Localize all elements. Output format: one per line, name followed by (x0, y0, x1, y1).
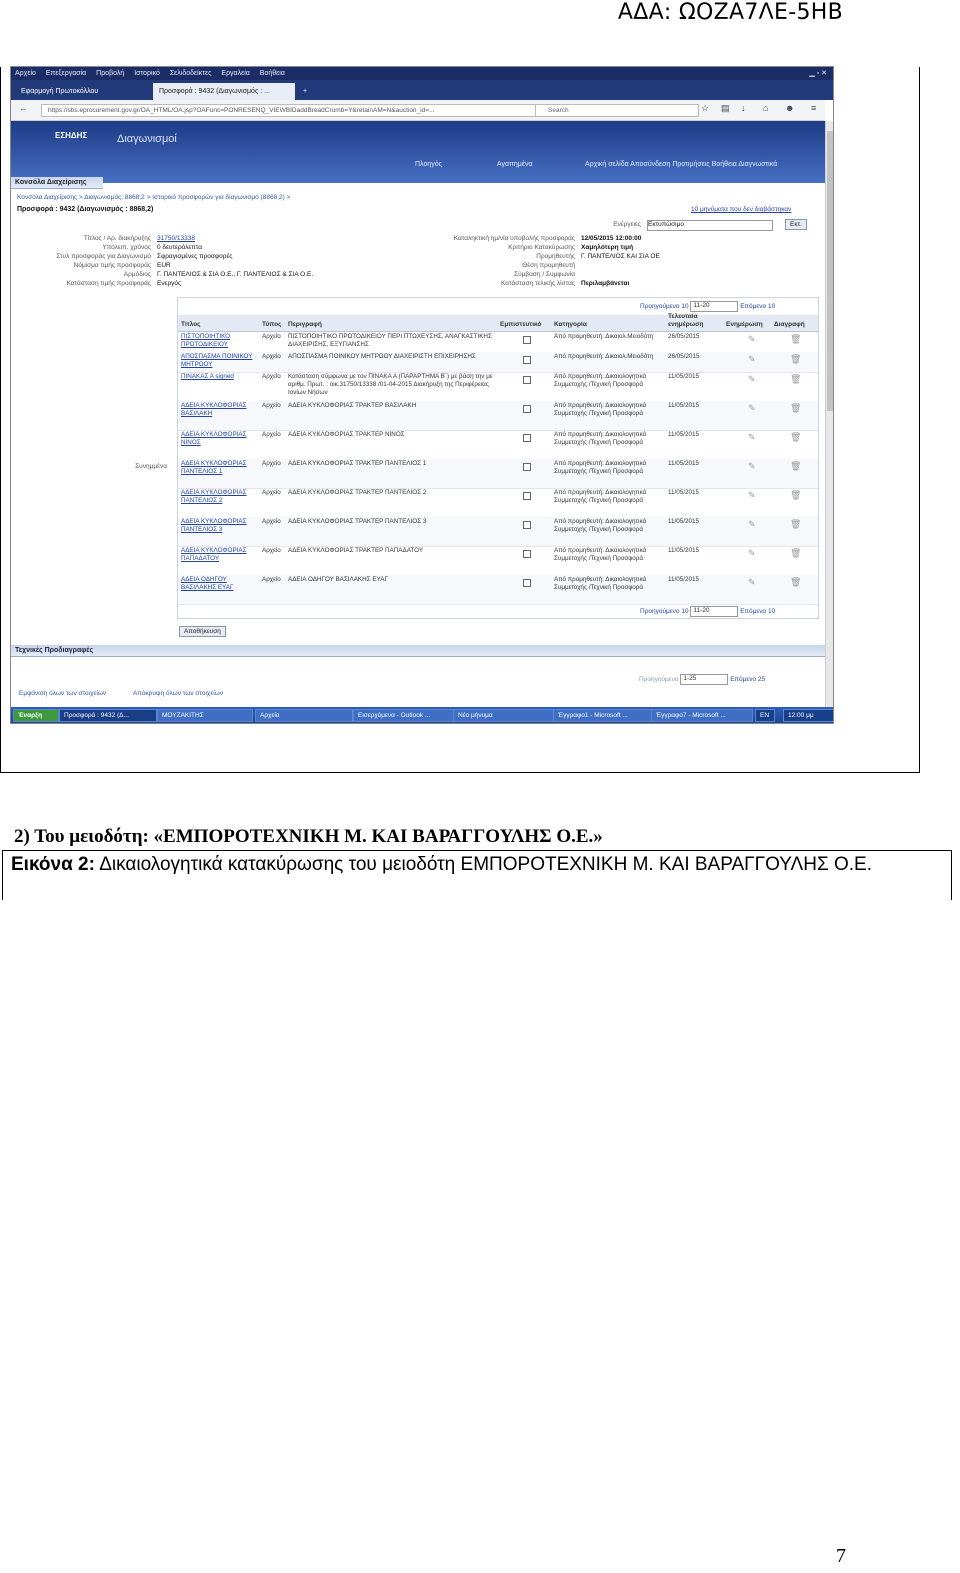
table-row (178, 488, 818, 518)
row-description: Κατάσταση σύμφωνα με τον ΠΙΝΑΚΑ Α (ΠΑΡΑΡΤΗΜΑ Β΄) με βάση την με αριθμ. Πρωτ. : οικ.31750/13338 /01-04-2015 Διακήρυξη της Περιφέρειας Ιονίων Νήσων (288, 373, 493, 396)
row-type: Αρχείο (262, 576, 281, 583)
table-row (178, 575, 818, 605)
right-value: Χαμηλότερη τιμή (581, 244, 634, 251)
row-category: Από προμηθευτή: Δικαιολ.Μειοδότη (554, 353, 654, 360)
table-row (178, 401, 818, 431)
row-category: Από προμηθευτή: Δικαιολογητικά Συμμετοχής /Τεχνική Προσφορά (554, 373, 647, 388)
edit-icon[interactable]: ✎ (748, 548, 756, 558)
row-date: 11/05/2015 (668, 373, 700, 380)
taskbar-item[interactable]: Εισερχόμενα - Outlook ... (353, 709, 455, 722)
app-title: Διαγωνισμοί (117, 133, 177, 145)
row-description: ΑΔΕΙΑ ΚΥΚΛΟΦΟΡΙΑΣ ΤΡΑΚΤΕΡ ΠΑΝΤΕΛΙΟΣ 1 (288, 460, 427, 467)
start-button[interactable]: Έναρξη (13, 709, 59, 722)
left-label: Τίτλος / Αρ. διακήρυξης (83, 235, 151, 242)
save-button[interactable]: Αποθήκευση (179, 626, 226, 637)
row-title-link[interactable]: ΑΔΕΙΑ ΚΥΚΛΟΦΟΡΙΑΣ ΒΑΣΙΛΑΚΗ (181, 402, 247, 417)
row-date: 11/05/2015 (668, 402, 700, 409)
document-ada-code: ΑΔΑ: ΩΟΖΑ7ΛΕ-5ΗΒ (617, 0, 843, 25)
prev-page-link[interactable]: Προηγούμενο 10 (640, 608, 689, 616)
edit-icon[interactable]: ✎ (748, 354, 756, 364)
windows-taskbar (11, 707, 833, 723)
clipboard-icon[interactable]: ▤ (721, 103, 730, 113)
left-value: EUR (157, 262, 171, 269)
notice-link[interactable]: 10 μηνύματα που δεν διαβάστηκαν (691, 206, 792, 213)
menu-history[interactable]: Ιστορικό (134, 70, 160, 77)
menu-bookmarks[interactable]: Σελιδοδείκτες (169, 70, 212, 77)
breadcrumb[interactable]: Κονσόλα Διαχείρισης > Διαγωνισμός: 8868,2 > Ιστορικό προσφορών για διαγωνισμό (8868,2) > (17, 194, 291, 201)
search-input[interactable]: Search (535, 104, 699, 117)
col-title[interactable]: Τίτλος (181, 321, 201, 328)
menu-tools[interactable]: Εργαλεία (221, 70, 250, 77)
left-value: 0 δευτερόλεπτα (157, 244, 203, 251)
taskbar-item[interactable]: ΜΟΥΖΑΚΙΤΗΣ (157, 709, 253, 722)
menu-file[interactable]: Αρχείο (15, 70, 36, 77)
left-label: Υπολειπ. χρόνος (102, 244, 151, 251)
figure-caption (2, 850, 952, 900)
row-title-link[interactable]: ΑΔΕΙΑ ΚΥΚΛΟΦΟΡΙΑΣ ΠΑΠΑΔΑΤΟΥ (181, 547, 247, 562)
right-label: Θέση προμηθευτή (522, 262, 575, 269)
attachments-label: Συνημμένα (135, 463, 167, 470)
row-type: Αρχείο (262, 373, 281, 380)
table-row (178, 546, 818, 576)
confidential-checkbox[interactable] (523, 356, 531, 364)
right-label: Προμηθευτής (536, 253, 575, 260)
table-header (178, 315, 818, 332)
row-date: 11/05/2015 (668, 489, 700, 496)
table-row (178, 459, 818, 489)
row-category: Από προμηθευτή: Δικαιολογητικά Συμμετοχής /Τεχνική Προσφορά (554, 489, 647, 504)
top-links[interactable]: Αρχική σελίδα Αποσύνδεση Προτιμήσεις Βοήθεια Διαγνωστικά (585, 161, 778, 168)
row-type: Αρχείο (262, 353, 281, 360)
row-category: Από προμηθευτή: Δικαιολογητικά Συμμετοχής /Τεχνική Προσφορά (554, 402, 647, 417)
row-title-link[interactable]: ΑΔΕΙΑ ΚΥΚΛΟΦΟΡΙΑΣ ΠΑΝΤΕΛΙΟΣ 1 (181, 460, 247, 475)
row-title-link[interactable]: ΠΙΣΤΟΠΟΙΗΤΙΚΟ ΠΡΩΤΟΔΙΚΕΙΟΥ (181, 333, 231, 348)
edit-icon[interactable]: ✎ (748, 432, 756, 442)
row-description: ΑΔΕΙΑ ΚΥΚΛΟΦΟΡΙΑΣ ΤΡΑΚΤΕΡ ΝΙΝΟΣ (288, 431, 405, 438)
confidential-checkbox[interactable] (523, 492, 531, 500)
collapse-all-link[interactable]: Απόκρυψη όλων των στοιχείων (133, 690, 223, 697)
row-title-link[interactable]: ΑΔΕΙΑ ΚΥΚΛΟΦΟΡΙΑΣ ΠΑΝΤΕΛΙΟΣ 3 (181, 518, 247, 533)
window-controls-icon[interactable]: ▁ ▫ ✕ (809, 70, 827, 77)
left-value: Γ. ΠΑΝΤΕΛΙΟΣ & ΣΙΑ Ο.Ε., Γ. ΠΑΝΤΕΛΙΟΣ & ΣΙΑ Ο.Ε. (157, 271, 314, 278)
col-delete: Διαγραφή (774, 321, 805, 328)
star-icon[interactable]: ☆ (701, 103, 710, 113)
row-date: 11/05/2015 (668, 547, 700, 554)
left-label: Αρμόδιος (123, 271, 151, 278)
confidential-checkbox[interactable] (523, 434, 531, 442)
specs-section: Τεχνικές Προδιαγραφές (11, 645, 825, 657)
scrollbar[interactable] (825, 121, 834, 707)
row-type: Αρχείο (262, 518, 281, 525)
next-page-link[interactable]: Επόμενο 25 (730, 676, 766, 684)
page-range-select[interactable]: 1-25 (680, 674, 728, 685)
chat-icon[interactable]: ☻ (785, 103, 795, 113)
taskbar-item[interactable]: Αρχεία (255, 709, 353, 722)
console-section: Κονσόλα Διαχείρισης (11, 177, 103, 189)
brand-logo: ΕΣΗΔΗΣ (55, 131, 88, 140)
trash-icon[interactable]: 🗑 (790, 519, 802, 529)
row-category: Από προμηθευτή: Δικαιολογητικά Συμμετοχής /Τεχνική Προσφορά (554, 431, 647, 446)
url-bar (11, 100, 825, 121)
confidential-checkbox[interactable] (523, 521, 531, 529)
row-date: 26/05/2015 (668, 353, 700, 360)
edit-icon[interactable]: ✎ (748, 461, 756, 471)
row-type: Αρχείο (262, 547, 281, 554)
menu-view[interactable]: Προβολή (96, 70, 125, 77)
right-value: Γ. ΠΑΝΤΕΛΙΟΣ ΚΑΙ ΣΙΑ ΟΕ (581, 253, 660, 260)
row-description: ΑΔΕΙΑ ΚΥΚΛΟΦΟΡΙΑΣ ΤΡΑΚΤΕΡ ΠΑΠΑΔΑΤΟΥ (288, 547, 424, 554)
confidential-checkbox[interactable] (523, 463, 531, 471)
back-icon[interactable]: ← (19, 103, 28, 113)
download-icon[interactable]: ↓ (741, 103, 746, 113)
edit-icon[interactable]: ✎ (748, 374, 756, 384)
edit-icon[interactable]: ✎ (748, 519, 756, 529)
row-date: 11/05/2015 (668, 576, 700, 583)
system-clock: 12:00 μμ (783, 709, 834, 722)
browser-menubar (11, 67, 833, 80)
menu-help[interactable]: Βοήθεια (259, 70, 285, 77)
pager-specs (639, 674, 765, 685)
col-update: Ενημέρωση (726, 321, 763, 328)
edit-icon[interactable]: ✎ (748, 403, 756, 413)
row-description: ΑΔΕΙΑ ΚΥΚΛΟΦΟΡΙΑΣ ΤΡΑΚΤΕΡ ΠΑΝΤΕΛΙΟΣ 3 (288, 518, 427, 525)
trash-icon[interactable]: 🗑 (790, 374, 802, 384)
right-value: 12/05/2015 12:00:00 (581, 235, 642, 242)
row-title-link[interactable]: ΑΔΕΙΑ ΟΔΗΓΟΥ ΒΑΣΙΛΑΚΗΣ ΕΥΑΓ (181, 576, 234, 591)
col-category[interactable]: Κατηγορία (554, 321, 587, 328)
edit-icon[interactable]: ✎ (748, 577, 756, 587)
navigator-menu[interactable]: Πλοηγός (415, 161, 443, 168)
pager-top (640, 301, 775, 312)
table-row (178, 372, 818, 402)
browser-tabs (11, 80, 833, 100)
right-label: Κριτήριο Κατακύρωσης (508, 244, 575, 251)
col-desc[interactable]: Περιγραφή (288, 321, 322, 328)
confidential-checkbox[interactable] (523, 405, 531, 413)
row-date: 11/05/2015 (668, 460, 700, 467)
row-date: 26/05/2015 (668, 333, 700, 340)
tender-number-link[interactable]: 31750/13338 (157, 235, 195, 242)
row-description: ΑΠΟΣΠΑΣΜΑ ΠΟΙΝΙΚΟΥ ΜΗΤΡΩΟΥ ΔΙΑΧΕΙΡΙΣΤΗ ΕΠΙΧΕΙΡΗΣΗΣ (288, 353, 476, 360)
confidential-checkbox[interactable] (523, 376, 531, 384)
tab-protocol[interactable]: Εφαρμογή Πρωτοκόλλου (21, 88, 99, 95)
actions-select[interactable]: Εκτυπώσιμο (647, 220, 773, 231)
prev-page-link[interactable]: Προηγούμενο (639, 676, 679, 684)
row-type: Αρχείο (262, 489, 281, 496)
trash-icon[interactable]: 🗑 (790, 577, 802, 587)
taskbar-item[interactable]: Νέο μήνυμα (453, 709, 555, 722)
row-date: 11/05/2015 (668, 431, 700, 438)
edit-icon[interactable]: ✎ (748, 334, 756, 344)
row-title-link[interactable]: ΑΠΟΣΠΑΣΜΑ ΠΟΙΝΙΚΟΥ ΜΗΤΡΩΟΥ (181, 353, 253, 368)
row-category: Από προμηθευτή: Δικαιολ.Μειοδότη (554, 333, 654, 340)
prev-page-link[interactable]: Προηγούμενο 10 (640, 303, 689, 311)
trash-icon[interactable]: 🗑 (790, 334, 802, 344)
taskbar-item[interactable]: Έγγραφο1 - Microsoft ... (553, 709, 653, 722)
caption-text: Δικαιολογητικά κατακύρωσης του μειοδότη ΕΜΠΟΡΟΤΕΧΝΙΚΗ Μ. ΚΑΙ ΒΑΡΑΓΓΟΥΛΗΣ Ο.Ε. (99, 854, 872, 875)
actions-label: Ενέργειες (613, 221, 641, 228)
table-row (178, 352, 818, 373)
expand-all-link[interactable]: Εμφάνιση όλων των στοιχείων (19, 690, 107, 697)
next-page-link[interactable]: Επόμενο 10 (740, 608, 776, 616)
table-row (178, 332, 818, 353)
trash-icon[interactable]: 🗑 (790, 548, 802, 558)
offer-title: Προσφορά : 9432 (Διαγωνισμός : 8868,2) (17, 206, 154, 213)
col-last-update: Τελευταία ενημέρωση (668, 313, 704, 328)
trash-icon[interactable]: 🗑 (790, 461, 802, 471)
row-category: Από προμηθευτή: Δικαιολογητικά Συμμετοχής /Τεχνική Προσφορά (554, 576, 647, 591)
trash-icon[interactable]: 🗑 (790, 354, 802, 364)
page-range-select[interactable]: 11-20 (690, 606, 738, 617)
row-description: ΑΔΕΙΑ ΚΥΚΛΟΦΟΡΙΑΣ ΤΡΑΚΤΕΡ ΠΑΝΤΕΛΙΟΣ 2 (288, 489, 427, 496)
trash-icon[interactable]: 🗑 (790, 403, 802, 413)
row-category: Από προμηθευτή: Δικαιολογητικά Συμμετοχής /Τεχνική Προσφορά (554, 518, 647, 533)
embedded-screenshot (10, 66, 834, 724)
right-label: Καταληκτική ημ/νία υποβολής προσφοράς (453, 235, 575, 242)
confidential-checkbox[interactable] (523, 336, 531, 344)
row-title-link[interactable]: ΑΔΕΙΑ ΚΥΚΛΟΦΟΡΙΑΣ ΠΑΝΤΕΛΙΟΣ 2 (181, 489, 247, 504)
scrollbar-thumb[interactable] (827, 131, 833, 411)
table-row (178, 517, 818, 547)
tab-offer[interactable]: Προσφορά : 9432 (Διαγωνισμός : ... (153, 83, 295, 100)
row-type: Αρχείο (262, 333, 281, 340)
right-label: Σύμβαση / Συμφωνία (514, 271, 575, 278)
col-confidential: Εμπιστευτικό (500, 321, 542, 328)
confidential-checkbox[interactable] (523, 579, 531, 587)
page-number: 7 (836, 1545, 846, 1567)
left-value: Ενεργός (157, 280, 182, 287)
table-row (178, 430, 818, 460)
go-button[interactable]: Εκτ. (785, 219, 807, 230)
url-input[interactable]: https://sbs.eprocurement.gov.gr/OA_HTML/OA.jsp?OAFunc=PONRESENQ_VIEWBIDaddBreadCrumb=Y&retainAM=N&auction_id=... (41, 104, 539, 117)
row-type: Αρχείο (262, 402, 281, 409)
favorites-menu[interactable]: Αγαπημένα (497, 161, 533, 168)
home-icon[interactable]: ⌂ (763, 103, 769, 113)
trash-icon[interactable]: 🗑 (790, 490, 802, 500)
new-tab-icon[interactable]: + (303, 88, 308, 95)
left-label: Κατάσταση τιμής προσφοράς (66, 280, 151, 287)
row-title-link[interactable]: ΑΔΕΙΑ ΚΥΚΛΟΦΟΡΙΑΣ ΝΙΝΟΣ (181, 431, 247, 446)
taskbar-item[interactable]: Προσφορά : 9432 (Δ... (59, 709, 157, 722)
attachments-table (177, 297, 819, 619)
row-description: ΑΔΕΙΑ ΚΥΚΛΟΦΟΡΙΑΣ ΤΡΑΚΤΕΡ ΒΑΣΙΛΑΚΗ (288, 402, 417, 409)
left-label: Στυλ προσφοράς για Διαγωνισμό (56, 253, 151, 260)
confidential-checkbox[interactable] (523, 550, 531, 558)
right-value: Περιλαμβάνεται (581, 280, 630, 287)
row-category: Από προμηθευτή: Δικαιολογητικά Συμμετοχής /Τεχνική Προσφορά (554, 547, 647, 562)
next-page-link[interactable]: Επόμενο 10 (740, 303, 776, 311)
pager-bottom (640, 606, 775, 617)
row-description: ΑΔΕΙΑ ΟΔΗΓΟΥ ΒΑΣΙΛΑΚΗΣ ΕΥΑΓ (288, 576, 388, 583)
edit-icon[interactable]: ✎ (748, 490, 756, 500)
taskbar-item[interactable]: Έγγραφο7 - Microsoft ... (651, 709, 753, 722)
caption-label: Εικόνα 2: (11, 854, 95, 875)
page-range-select[interactable]: 11-20 (690, 301, 738, 312)
trash-icon[interactable]: 🗑 (790, 432, 802, 442)
section-subtitle: 2) Του μειοδότη: «ΕΜΠΟΡΟΤΕΧΝΙΚΗ Μ. ΚΑΙ ΒΑΡΑΓΓΟΥΛΗΣ Ο.Ε.» (14, 826, 603, 847)
left-label: Νόμισμα τιμής προσφοράς (73, 262, 151, 269)
app-banner (11, 121, 825, 183)
row-category: Από προμηθευτή: Δικαιολογητικά Συμμετοχής /Τεχνική Προσφορά (554, 460, 647, 475)
col-type[interactable]: Τύπος (262, 321, 282, 328)
row-type: Αρχείο (262, 431, 281, 438)
language-indicator[interactable]: EN (755, 709, 775, 722)
row-title-link[interactable]: ΠΙΝΑΚΑΣ Α signed (181, 373, 234, 380)
row-date: 11/05/2015 (668, 518, 700, 525)
menu-edit[interactable]: Επεξεργασία (45, 70, 87, 77)
row-type: Αρχείο (262, 460, 281, 467)
row-description: ΠΙΣΤΟΠΟΙΗΤΙΚΟ ΠΡΩΤΟΔΙΚΕΙΟΥ ΠΕΡΙ ΠΤΩΧΕΥΣΗΣ, ΑΝΑΓΚΑΣΤΙΚΗΣ ΔΙΑΧΕΙΡΙΣΗΣ, ΕΞΥΓΙΑΝΣΗΣ (288, 333, 492, 348)
left-value: Σφραγισμένες προσφορές (157, 253, 233, 260)
right-label: Κατάσταση τελικής λίστας (501, 280, 575, 287)
menu-icon[interactable]: ≡ (811, 103, 817, 113)
